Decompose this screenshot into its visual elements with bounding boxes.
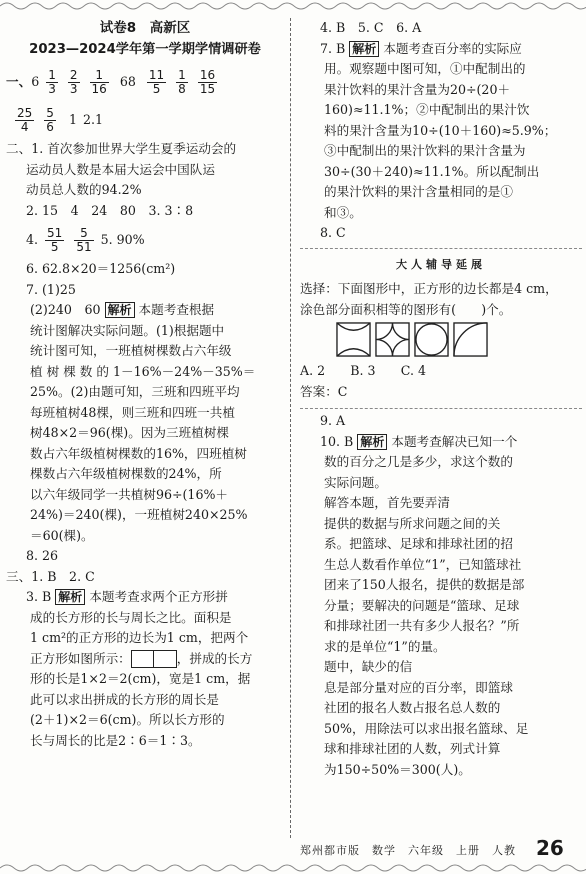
answer-q1-row2: $\frac{25}{4}$ $\frac{5}{6}$ 1 2.1 (17, 106, 103, 134)
text-line: ＝60(棵)。 (30, 527, 94, 543)
text-line: 数占六年级植树棵数的16%，四班植树 (30, 445, 247, 461)
text-line: 用。观察题中图可知，①中配制出的 (324, 61, 526, 76)
square-figure-2 (375, 322, 410, 357)
left-column: 试卷8 高新区 2023—2024学年第一学期学情调研卷 一、6 $\frac{1}{3}$ $\frac{2}{3}$ $\frac{1}{16}$ 68 $\frac{11}{5}$ $\frac{1}{8}$ $\frac{16}{15}$ $\frac{25}{4}$ $\frac{5}{6}$ 1 2.1 二、1. 首次参加世界大学生夏季运动会的 运动员人数是本届大运会中国队运 动员总人数的94.2% 2. 15 4 24 80 3. 3∶8 4. $\frac{51}{5}$ $\frac{5}{51}$ 5. 90% 6. 62.8×20＝1256(cm²) 7. (1)25 (2)240 60 解析 本题考查根据 统计图解决实际问题。(1)根据题中 统计图可知，一班植树棵数占六年级 植 树 棵 数 的 1－16%－24%－35%＝ 25%。(2)由题可知，三班和四班平均 每班植树48棵，则三班和四班一共植 树48×2＝96(棵)。因为三班植树棵 数占六年级植树棵数的16%，四班植树 棵数占六年级植树棵数的24%，所 以六年级同学一共植树96÷(16%＋ 24%)＝240(棵)，一班植树240×25% ＝60(棵)。 8. 26 三、1. B 2. C 3. B 解析 本题考查求两个正方形拼 成的长方形的长与周长之比。面积是 1 cm²的正方形的边长为1 cm，把两个 正方形如图所示： ，拼成的长方 形的长是1×2＝2(cm)，宽是1 cm，据 此可以求出拼成的长方形的周长是 (2＋1)×2＝6(cm)。所以长方形的 长与周长的比是2∶6＝1∶3。 (6, 18, 284, 751)
text-line: 解答本题，首先要弄清 (324, 495, 450, 510)
exam-title: 试卷8 高新区 (99, 20, 191, 36)
answer-q3-3: 3. B 解析 本题考查求两个正方形拼 (26, 589, 228, 604)
text-line: 果汁饮料的果汁含量为20÷(20＋ (324, 81, 511, 97)
text-line: 系。把篮球、足球和排球社团的招 (324, 536, 513, 551)
text-line: 每班植树48棵，则三班和四班一共植 (30, 404, 235, 420)
square-figure-3 (414, 322, 449, 357)
analysis-tag: 解析 (349, 41, 379, 57)
text-line: 球和排球社团的人数，列式计算 (324, 741, 501, 756)
answer-r-7: 7. B 解析 本题考查百分率的实际应 (320, 40, 522, 56)
text-line: 生总人数看作单位“1”，已知篮球社 (324, 556, 522, 572)
text-line: 社团的报名人数占报名总人数的 (324, 700, 501, 715)
text-line: 统计图可知，一班植树棵数占六年级 (30, 343, 232, 358)
right-column (300, 18, 582, 780)
text-line: 提供的数据与所求问题之间的关 (324, 515, 501, 531)
answer-q2-6: 6. 62.8×20＝1256(cm²) (26, 261, 176, 276)
text-line: 棵数占六年级植树棵数的24%，所 (30, 466, 222, 481)
text-line: 分量；要解决的问题是“篮球、足球 (324, 597, 520, 613)
top-wavy-border (0, 0, 586, 12)
text-line: 求的是单位“1”的量。 (324, 638, 446, 654)
fraction: $\frac{1}{8}$ (178, 68, 186, 96)
analysis-tag: 解析 (55, 589, 85, 605)
answer-q2-7-2: (2)240 60 解析 本题考查根据 (30, 302, 215, 317)
text-line: 实际问题。 (324, 474, 387, 490)
text-line: ③中配制出的果汁饮料的果汁含量为 (324, 143, 526, 158)
answer-q2-8: 8. 26 (26, 548, 59, 563)
fraction: $\frac{25}{4}$ (17, 106, 33, 134)
text-line: 50%，用除法可以求出报名篮球、足 (324, 720, 529, 736)
text-line: 和排球社团一共有多少人报名？”所 (324, 618, 520, 633)
text-line: 以六年级同学一共植树96÷(16%＋ (30, 486, 229, 502)
bottom-wavy-border (0, 862, 586, 874)
footer-info: 郑州都市版 数学 六年级 上册 人教 (300, 844, 516, 857)
text-line: 25%。(2)由题可知，三班和四班平均 (30, 384, 240, 399)
fraction: $\frac{1}{16}$ (91, 68, 107, 96)
square-figure-4 (453, 322, 488, 357)
text-line: 植 树 棵 数 的 1－16%－24%－35%＝ (30, 363, 256, 379)
analysis-tag: 解析 (357, 434, 387, 450)
analysis-tag: 解析 (105, 302, 135, 318)
square-figure-1 (336, 322, 371, 357)
text-line: 题中，缺少的信 (324, 659, 413, 674)
text-line: 的果汁饮料的果汁含量相同的是① (324, 184, 513, 199)
answer-q2-2: 2. 15 4 24 80 3. 3∶8 (26, 202, 194, 218)
answer-r-9: 9. A (320, 413, 346, 428)
fraction: $\frac{2}{3}$ (69, 68, 78, 96)
fraction: $\frac{5}{51}$ (76, 226, 92, 254)
text-line: 数的百分之几是多少，求这个数的 (324, 454, 513, 469)
answer-r-8: 8. C (320, 225, 346, 240)
answer-q2-7: 7. (1)25 (26, 281, 76, 297)
text-line: 160)≈11.1%；②中配制出的果汁饮 (324, 102, 530, 117)
page-number: 26 (536, 836, 564, 860)
answer-r-4-6: 4. B 5. C 6. A (320, 20, 422, 35)
text-line: 树48×2＝96(棵)。因为三班植树棵 (30, 425, 229, 440)
text-line: 统计图解决实际问题。(1)根据题中 (30, 322, 225, 338)
text-line: 30÷(30＋240)≈11.1%。所以配制出 (324, 163, 540, 179)
text-line: 24%)＝240(棵)，一班植树240×25% (30, 507, 248, 522)
fraction: $\frac{51}{5}$ (47, 226, 63, 254)
answer-q2-1: 二、1. 首次参加世界大学生夏季运动会的 (6, 141, 237, 156)
text-line: 为150÷50%＝300(人)。 (324, 761, 471, 777)
text-line: 团来了150人报名，提供的数据是部 (324, 577, 525, 592)
text-line: 息是部分量对应的百分率，即篮球 (324, 679, 513, 695)
fraction: $\frac{1}{3}$ (48, 68, 56, 96)
answer-q2-4: 4. $\frac{51}{5}$ $\frac{5}{51}$ 5. 90% (26, 226, 145, 254)
answer-q1-row1: 一、6 $\frac{1}{3}$ $\frac{2}{3}$ $\frac{1}{16}$ 68 $\frac{11}{5}$ $\frac{1}{8}$ $\frac{16}{15}$ (6, 68, 216, 96)
answer-r-10: 10. B 解析 本题考查解决已知一个 (320, 433, 518, 449)
two-squares-rectangle-figure (131, 650, 177, 668)
fraction: $\frac{11}{5}$ (148, 68, 165, 96)
fraction: $\frac{16}{15}$ (199, 68, 216, 96)
exam-subtitle: 2023—2024学年第一学期学情调研卷 (29, 42, 261, 57)
column-divider (290, 18, 291, 838)
text-line: 料的果汁含量为10÷(10＋160)≈5.9%； (324, 122, 557, 138)
answer-q3-1: 三、1. B 2. C (6, 568, 95, 584)
extension-title: 大人辅导延展 (396, 257, 486, 271)
parent-extension-box: 大人辅导延展 选择：下面图形中，正方形的边长都是4 cm， 涂色部分面积相等的图形有( )个。 A. 2 B. 3 C. 4 答案：C (300, 248, 582, 410)
text-line: 和③。 (324, 204, 362, 220)
fraction: $\frac{5}{6}$ (46, 106, 54, 134)
square-figures (336, 322, 582, 357)
